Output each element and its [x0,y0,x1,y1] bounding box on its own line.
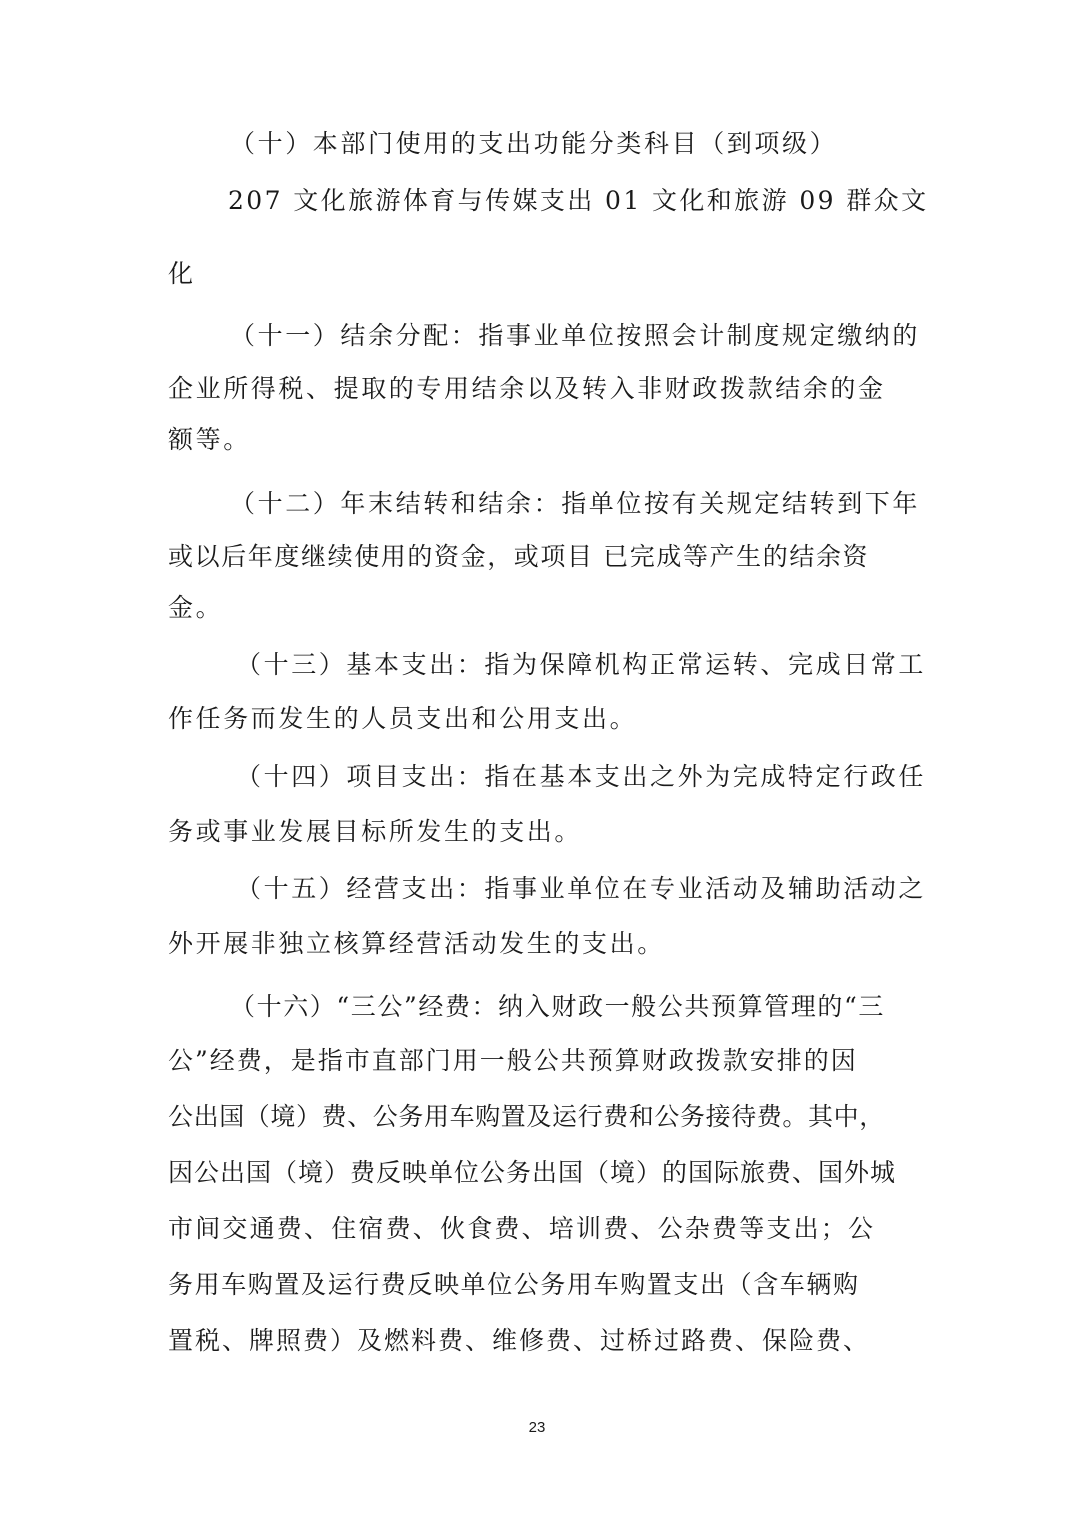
paragraph-14-line: （十四）项目支出：指在基本支出之外为完成特定行政任 [236,762,927,791]
paragraph-12-line: 金。 [168,593,224,622]
paragraph-13-line: 作任务而发生的人员支出和公用支出。 [168,704,638,733]
paragraph-14-line: 务或事业发展目标所发生的支出。 [168,817,583,846]
text-line: 207 文化旅游体育与传媒支出 01 文化和旅游 09 群众文 [228,186,929,215]
paragraph-16-line: 因公出国（境）费反映单位公务出国（境）的国际旅费、国外城 [168,1158,897,1187]
paragraph-11-line: 企业所得税、提取的专用结余以及转入非财政拨款结余的金 [168,374,886,403]
text-line: 化 [168,259,196,288]
paragraph-12-line: （十二）年末结转和结余：指单位按有关规定结转到下年 [230,489,921,518]
paragraph-12-line: 或以后年度继续使用的资金，或项目 已完成等产生的结余资 [168,542,870,571]
paragraph-16-line: 市间交通费、住宿费、伙食费、培训费、公杂费等支出；公 [168,1214,876,1243]
paragraph-16-line: 务用车购置及运行费反映单位公务用车购置支出（含车辆购 [168,1270,860,1299]
paragraph-13-line: （十三）基本支出：指为保障机构正常运转、完成日常工 [236,650,927,679]
paragraph-16-line: 公出国（境）费、公务用车购置及运行费和公务接待费。其中， [168,1102,885,1131]
paragraph-16-line: 置税、牌照费）及燃料费、维修费、过桥过路费、保险费、 [168,1326,871,1355]
heading-10: （十）本部门使用的支出功能分类科目（到项级） [230,129,838,158]
paragraph-15-line: 外开展非独立核算经营活动发生的支出。 [168,929,665,958]
page-number: 23 [528,1419,546,1436]
paragraph-15-line: （十五）经营支出：指事业单位在专业活动及辅助活动之 [236,874,927,903]
paragraph-11-line: 额等。 [168,425,251,454]
paragraph-16-line: 公”经费，是指市直部门用一般公共预算财政拨款安排的因 [168,1046,858,1075]
paragraph-11-line: （十一）结余分配：指事业单位按照会计制度规定缴纳的 [230,321,921,350]
paragraph-16-line: （十六）“三公”经费：纳入财政一般公共预算管理的“三 [230,992,885,1021]
